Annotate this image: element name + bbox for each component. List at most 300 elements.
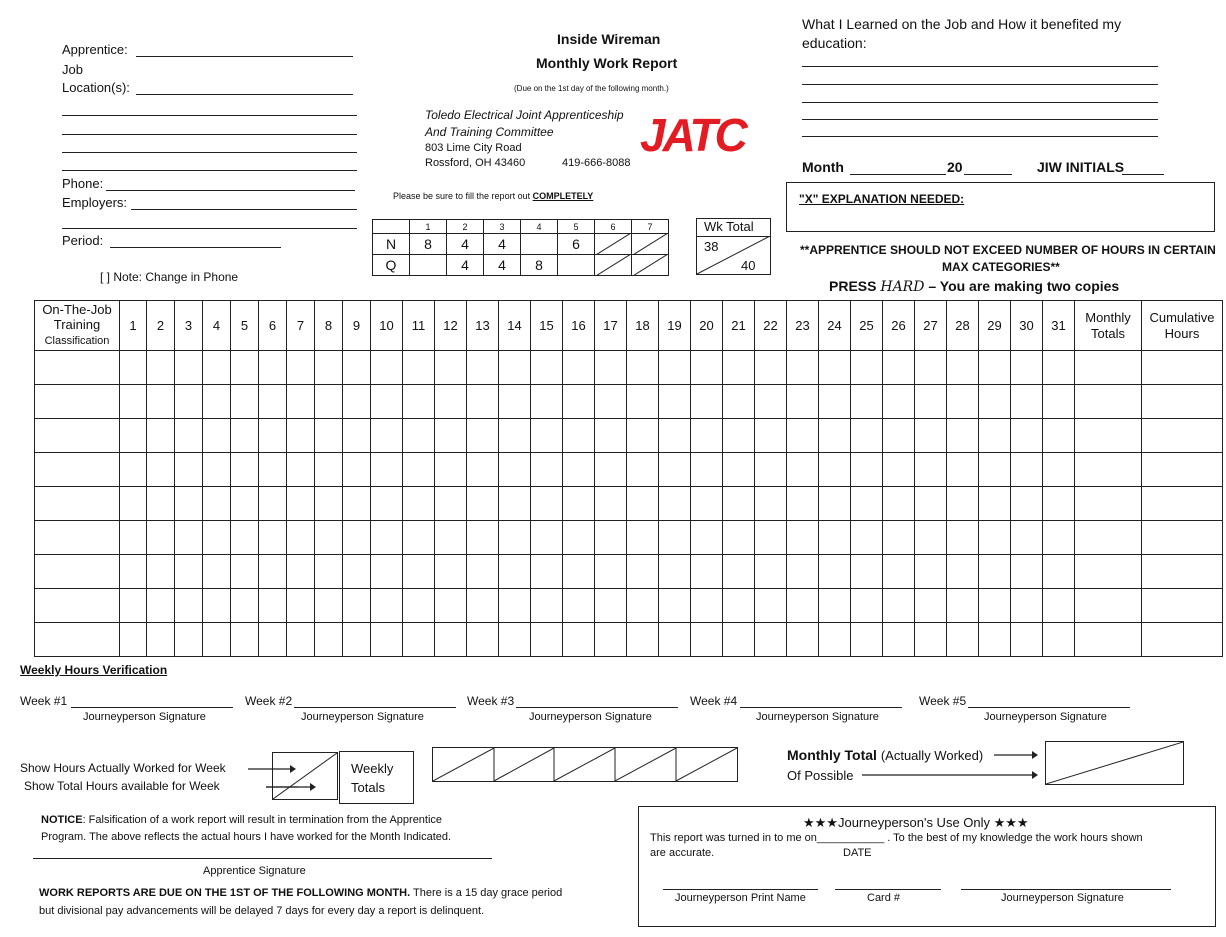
day-cell[interactable] xyxy=(787,487,819,521)
day-cell[interactable] xyxy=(499,555,531,589)
day-cell[interactable] xyxy=(883,555,915,589)
day-cell[interactable] xyxy=(371,521,403,555)
day-cell[interactable] xyxy=(435,623,467,657)
monthly-total-cell[interactable] xyxy=(1075,351,1142,385)
day-cell[interactable] xyxy=(203,555,231,589)
day-cell[interactable] xyxy=(371,351,403,385)
day-cell[interactable] xyxy=(723,521,755,555)
day-cell[interactable] xyxy=(1011,555,1043,589)
week-5-signature[interactable] xyxy=(968,707,1130,708)
day-cell[interactable] xyxy=(659,385,691,419)
day-cell[interactable] xyxy=(915,589,947,623)
day-cell[interactable] xyxy=(755,521,787,555)
day-cell[interactable] xyxy=(175,453,203,487)
day-cell[interactable] xyxy=(175,521,203,555)
day-cell[interactable] xyxy=(1011,623,1043,657)
day-cell[interactable] xyxy=(315,555,343,589)
location-line-2[interactable] xyxy=(62,115,357,116)
day-cell[interactable] xyxy=(659,453,691,487)
day-cell[interactable] xyxy=(723,623,755,657)
monthly-total-box[interactable] xyxy=(1045,741,1184,785)
day-cell[interactable] xyxy=(979,453,1011,487)
day-cell[interactable] xyxy=(315,419,343,453)
day-cell[interactable] xyxy=(371,487,403,521)
day-cell[interactable] xyxy=(819,487,851,521)
day-cell[interactable] xyxy=(627,589,659,623)
day-cell[interactable] xyxy=(851,487,883,521)
day-cell[interactable] xyxy=(371,589,403,623)
day-cell[interactable] xyxy=(147,521,175,555)
cumulative-cell[interactable] xyxy=(1142,521,1223,555)
day-cell[interactable] xyxy=(231,385,259,419)
day-cell[interactable] xyxy=(499,487,531,521)
day-cell[interactable] xyxy=(755,589,787,623)
day-cell[interactable] xyxy=(467,351,499,385)
day-cell[interactable] xyxy=(1011,589,1043,623)
day-cell[interactable] xyxy=(787,623,819,657)
day-cell[interactable] xyxy=(175,385,203,419)
day-cell[interactable] xyxy=(343,351,371,385)
day-cell[interactable] xyxy=(499,351,531,385)
day-cell[interactable] xyxy=(723,487,755,521)
week-4-signature[interactable] xyxy=(740,707,902,708)
day-cell[interactable] xyxy=(787,589,819,623)
day-cell[interactable] xyxy=(851,419,883,453)
day-cell[interactable] xyxy=(175,555,203,589)
day-cell[interactable] xyxy=(259,555,287,589)
day-cell[interactable] xyxy=(979,351,1011,385)
day-cell[interactable] xyxy=(723,385,755,419)
day-cell[interactable] xyxy=(403,419,435,453)
day-cell[interactable] xyxy=(287,351,315,385)
day-cell[interactable] xyxy=(315,487,343,521)
day-cell[interactable] xyxy=(883,521,915,555)
day-cell[interactable] xyxy=(563,521,595,555)
day-cell[interactable] xyxy=(851,453,883,487)
day-cell[interactable] xyxy=(343,453,371,487)
day-cell[interactable] xyxy=(595,521,627,555)
day-cell[interactable] xyxy=(1011,351,1043,385)
day-cell[interactable] xyxy=(595,385,627,419)
day-cell[interactable] xyxy=(947,419,979,453)
jiw-initials-field[interactable] xyxy=(1122,174,1164,175)
day-cell[interactable] xyxy=(175,589,203,623)
day-cell[interactable] xyxy=(755,351,787,385)
day-cell[interactable] xyxy=(467,521,499,555)
day-cell[interactable] xyxy=(259,385,287,419)
day-cell[interactable] xyxy=(691,385,723,419)
day-cell[interactable] xyxy=(819,385,851,419)
day-cell[interactable] xyxy=(120,351,147,385)
day-cell[interactable] xyxy=(1043,487,1075,521)
day-cell[interactable] xyxy=(883,385,915,419)
day-cell[interactable] xyxy=(147,555,175,589)
day-cell[interactable] xyxy=(343,419,371,453)
classification-cell[interactable] xyxy=(35,623,120,657)
monthly-total-cell[interactable] xyxy=(1075,487,1142,521)
location-line-4[interactable] xyxy=(62,152,357,153)
day-cell[interactable] xyxy=(120,521,147,555)
day-cell[interactable] xyxy=(915,453,947,487)
day-cell[interactable] xyxy=(595,487,627,521)
day-cell[interactable] xyxy=(203,487,231,521)
day-cell[interactable] xyxy=(691,623,723,657)
day-cell[interactable] xyxy=(851,589,883,623)
day-cell[interactable] xyxy=(883,589,915,623)
day-cell[interactable] xyxy=(467,385,499,419)
day-cell[interactable] xyxy=(979,521,1011,555)
day-cell[interactable] xyxy=(691,419,723,453)
day-cell[interactable] xyxy=(231,555,259,589)
day-cell[interactable] xyxy=(947,351,979,385)
location-field[interactable] xyxy=(136,94,353,95)
day-cell[interactable] xyxy=(595,555,627,589)
day-cell[interactable] xyxy=(723,351,755,385)
day-cell[interactable] xyxy=(979,419,1011,453)
day-cell[interactable] xyxy=(231,487,259,521)
day-cell[interactable] xyxy=(595,419,627,453)
day-cell[interactable] xyxy=(231,351,259,385)
day-cell[interactable] xyxy=(915,385,947,419)
day-cell[interactable] xyxy=(147,419,175,453)
learned-line-d[interactable] xyxy=(802,119,1158,120)
day-cell[interactable] xyxy=(819,419,851,453)
day-cell[interactable] xyxy=(435,521,467,555)
day-cell[interactable] xyxy=(531,623,563,657)
location-line-3[interactable] xyxy=(62,134,357,135)
day-cell[interactable] xyxy=(659,521,691,555)
day-cell[interactable] xyxy=(979,487,1011,521)
day-cell[interactable] xyxy=(1043,555,1075,589)
day-cell[interactable] xyxy=(203,419,231,453)
apprentice-field[interactable] xyxy=(136,56,353,57)
day-cell[interactable] xyxy=(343,555,371,589)
day-cell[interactable] xyxy=(659,351,691,385)
day-cell[interactable] xyxy=(231,623,259,657)
day-cell[interactable] xyxy=(403,487,435,521)
learned-line-a[interactable] xyxy=(802,66,1158,67)
learned-line-b[interactable] xyxy=(802,84,1158,85)
day-cell[interactable] xyxy=(723,453,755,487)
day-cell[interactable] xyxy=(403,453,435,487)
day-cell[interactable] xyxy=(819,589,851,623)
day-cell[interactable] xyxy=(819,521,851,555)
day-cell[interactable] xyxy=(371,385,403,419)
week-1-signature[interactable] xyxy=(71,707,233,708)
day-cell[interactable] xyxy=(755,419,787,453)
day-cell[interactable] xyxy=(120,555,147,589)
day-cell[interactable] xyxy=(627,385,659,419)
day-cell[interactable] xyxy=(259,453,287,487)
day-cell[interactable] xyxy=(883,623,915,657)
day-cell[interactable] xyxy=(851,555,883,589)
day-cell[interactable] xyxy=(1011,521,1043,555)
day-cell[interactable] xyxy=(403,385,435,419)
day-cell[interactable] xyxy=(787,419,819,453)
day-cell[interactable] xyxy=(315,623,343,657)
day-cell[interactable] xyxy=(343,521,371,555)
day-cell[interactable] xyxy=(531,385,563,419)
classification-cell[interactable] xyxy=(35,351,120,385)
period-field[interactable] xyxy=(110,247,281,248)
day-cell[interactable] xyxy=(120,453,147,487)
day-cell[interactable] xyxy=(287,453,315,487)
day-cell[interactable] xyxy=(435,351,467,385)
day-cell[interactable] xyxy=(435,555,467,589)
day-cell[interactable] xyxy=(175,351,203,385)
monthly-total-cell[interactable] xyxy=(1075,385,1142,419)
day-cell[interactable] xyxy=(371,453,403,487)
day-cell[interactable] xyxy=(595,623,627,657)
day-cell[interactable] xyxy=(315,453,343,487)
jp-signature-line[interactable] xyxy=(961,889,1171,890)
day-cell[interactable] xyxy=(947,521,979,555)
cumulative-cell[interactable] xyxy=(1142,555,1223,589)
day-cell[interactable] xyxy=(915,351,947,385)
day-cell[interactable] xyxy=(883,453,915,487)
day-cell[interactable] xyxy=(563,623,595,657)
employers-field[interactable] xyxy=(131,209,357,210)
day-cell[interactable] xyxy=(259,521,287,555)
classification-cell[interactable] xyxy=(35,385,120,419)
day-cell[interactable] xyxy=(659,487,691,521)
day-cell[interactable] xyxy=(787,555,819,589)
day-cell[interactable] xyxy=(563,351,595,385)
classification-cell[interactable] xyxy=(35,555,120,589)
day-cell[interactable] xyxy=(435,453,467,487)
day-cell[interactable] xyxy=(627,521,659,555)
cumulative-cell[interactable] xyxy=(1142,453,1223,487)
day-cell[interactable] xyxy=(1043,351,1075,385)
monthly-total-cell[interactable] xyxy=(1075,623,1142,657)
day-cell[interactable] xyxy=(315,521,343,555)
day-cell[interactable] xyxy=(531,487,563,521)
day-cell[interactable] xyxy=(147,589,175,623)
jp-card-line[interactable] xyxy=(835,889,941,890)
cumulative-cell[interactable] xyxy=(1142,487,1223,521)
day-cell[interactable] xyxy=(467,419,499,453)
day-cell[interactable] xyxy=(467,623,499,657)
day-cell[interactable] xyxy=(563,589,595,623)
day-cell[interactable] xyxy=(563,419,595,453)
day-cell[interactable] xyxy=(231,453,259,487)
learned-line-c[interactable] xyxy=(802,102,1158,103)
day-cell[interactable] xyxy=(915,623,947,657)
day-cell[interactable] xyxy=(287,589,315,623)
day-cell[interactable] xyxy=(403,623,435,657)
classification-cell[interactable] xyxy=(35,453,120,487)
day-cell[interactable] xyxy=(435,419,467,453)
day-cell[interactable] xyxy=(147,487,175,521)
day-cell[interactable] xyxy=(947,453,979,487)
day-cell[interactable] xyxy=(691,487,723,521)
day-cell[interactable] xyxy=(435,487,467,521)
day-cell[interactable] xyxy=(531,351,563,385)
cumulative-cell[interactable] xyxy=(1142,351,1223,385)
day-cell[interactable] xyxy=(1011,385,1043,419)
day-cell[interactable] xyxy=(231,589,259,623)
day-cell[interactable] xyxy=(691,555,723,589)
day-cell[interactable] xyxy=(499,589,531,623)
day-cell[interactable] xyxy=(147,351,175,385)
year-field[interactable] xyxy=(964,174,1012,175)
day-cell[interactable] xyxy=(595,351,627,385)
day-cell[interactable] xyxy=(499,521,531,555)
day-cell[interactable] xyxy=(259,351,287,385)
day-cell[interactable] xyxy=(287,521,315,555)
day-cell[interactable] xyxy=(883,487,915,521)
day-cell[interactable] xyxy=(659,555,691,589)
day-cell[interactable] xyxy=(883,351,915,385)
day-cell[interactable] xyxy=(1011,419,1043,453)
day-cell[interactable] xyxy=(787,351,819,385)
day-cell[interactable] xyxy=(595,589,627,623)
day-cell[interactable] xyxy=(563,385,595,419)
day-cell[interactable] xyxy=(563,487,595,521)
day-cell[interactable] xyxy=(915,419,947,453)
day-cell[interactable] xyxy=(287,419,315,453)
day-cell[interactable] xyxy=(947,555,979,589)
day-cell[interactable] xyxy=(203,623,231,657)
day-cell[interactable] xyxy=(787,385,819,419)
day-cell[interactable] xyxy=(755,385,787,419)
monthly-total-cell[interactable] xyxy=(1075,419,1142,453)
day-cell[interactable] xyxy=(627,555,659,589)
day-cell[interactable] xyxy=(691,351,723,385)
day-cell[interactable] xyxy=(531,453,563,487)
day-cell[interactable] xyxy=(819,351,851,385)
day-cell[interactable] xyxy=(915,555,947,589)
cumulative-cell[interactable] xyxy=(1142,419,1223,453)
day-cell[interactable] xyxy=(1043,623,1075,657)
classification-cell[interactable] xyxy=(35,419,120,453)
day-cell[interactable] xyxy=(343,385,371,419)
day-cell[interactable] xyxy=(175,623,203,657)
change-phone-note[interactable]: [ ] Note: Change in Phone xyxy=(100,270,239,284)
day-cell[interactable] xyxy=(659,589,691,623)
day-cell[interactable] xyxy=(1011,453,1043,487)
monthly-total-cell[interactable] xyxy=(1075,453,1142,487)
day-cell[interactable] xyxy=(915,521,947,555)
day-cell[interactable] xyxy=(979,555,1011,589)
day-cell[interactable] xyxy=(120,385,147,419)
week-3-signature[interactable] xyxy=(516,707,678,708)
day-cell[interactable] xyxy=(915,487,947,521)
day-cell[interactable] xyxy=(755,623,787,657)
day-cell[interactable] xyxy=(403,555,435,589)
day-cell[interactable] xyxy=(819,623,851,657)
day-cell[interactable] xyxy=(531,419,563,453)
day-cell[interactable] xyxy=(231,521,259,555)
day-cell[interactable] xyxy=(499,385,531,419)
day-cell[interactable] xyxy=(531,589,563,623)
day-cell[interactable] xyxy=(851,623,883,657)
day-cell[interactable] xyxy=(723,419,755,453)
day-cell[interactable] xyxy=(627,487,659,521)
day-cell[interactable] xyxy=(499,623,531,657)
day-cell[interactable] xyxy=(1011,487,1043,521)
day-cell[interactable] xyxy=(979,589,1011,623)
day-cell[interactable] xyxy=(563,555,595,589)
month-field[interactable] xyxy=(850,174,946,175)
day-cell[interactable] xyxy=(1043,453,1075,487)
day-cell[interactable] xyxy=(787,453,819,487)
learned-line-e[interactable] xyxy=(802,136,1158,137)
cumulative-cell[interactable] xyxy=(1142,385,1223,419)
x-explanation-box[interactable] xyxy=(786,182,1215,232)
day-cell[interactable] xyxy=(120,623,147,657)
day-cell[interactable] xyxy=(259,623,287,657)
day-cell[interactable] xyxy=(1043,521,1075,555)
day-cell[interactable] xyxy=(819,453,851,487)
day-cell[interactable] xyxy=(467,453,499,487)
day-cell[interactable] xyxy=(259,589,287,623)
monthly-total-cell[interactable] xyxy=(1075,555,1142,589)
day-cell[interactable] xyxy=(531,555,563,589)
day-cell[interactable] xyxy=(203,385,231,419)
day-cell[interactable] xyxy=(435,589,467,623)
day-cell[interactable] xyxy=(947,623,979,657)
day-cell[interactable] xyxy=(627,453,659,487)
day-cell[interactable] xyxy=(343,589,371,623)
employers-line-2[interactable] xyxy=(62,228,357,229)
day-cell[interactable] xyxy=(315,351,343,385)
day-cell[interactable] xyxy=(947,487,979,521)
day-cell[interactable] xyxy=(120,589,147,623)
day-cell[interactable] xyxy=(120,419,147,453)
classification-cell[interactable] xyxy=(35,521,120,555)
day-cell[interactable] xyxy=(147,385,175,419)
day-cell[interactable] xyxy=(147,623,175,657)
location-line-5[interactable] xyxy=(62,170,357,171)
day-cell[interactable] xyxy=(259,419,287,453)
day-cell[interactable] xyxy=(147,453,175,487)
day-cell[interactable] xyxy=(231,419,259,453)
day-cell[interactable] xyxy=(203,351,231,385)
day-cell[interactable] xyxy=(259,487,287,521)
day-cell[interactable] xyxy=(403,351,435,385)
phone-field[interactable] xyxy=(106,190,355,191)
day-cell[interactable] xyxy=(287,623,315,657)
day-cell[interactable] xyxy=(287,555,315,589)
day-cell[interactable] xyxy=(851,521,883,555)
cumulative-cell[interactable] xyxy=(1142,623,1223,657)
apprentice-signature-line[interactable] xyxy=(33,858,492,859)
day-cell[interactable] xyxy=(175,487,203,521)
day-cell[interactable] xyxy=(203,589,231,623)
day-cell[interactable] xyxy=(1043,419,1075,453)
day-cell[interactable] xyxy=(343,487,371,521)
day-cell[interactable] xyxy=(467,487,499,521)
day-cell[interactable] xyxy=(947,589,979,623)
day-cell[interactable] xyxy=(403,521,435,555)
day-cell[interactable] xyxy=(499,419,531,453)
monthly-total-cell[interactable] xyxy=(1075,589,1142,623)
day-cell[interactable] xyxy=(1043,385,1075,419)
day-cell[interactable] xyxy=(755,555,787,589)
day-cell[interactable] xyxy=(343,623,371,657)
day-cell[interactable] xyxy=(315,589,343,623)
day-cell[interactable] xyxy=(467,555,499,589)
day-cell[interactable] xyxy=(435,385,467,419)
day-cell[interactable] xyxy=(467,589,499,623)
day-cell[interactable] xyxy=(627,623,659,657)
day-cell[interactable] xyxy=(723,589,755,623)
day-cell[interactable] xyxy=(755,453,787,487)
day-cell[interactable] xyxy=(531,521,563,555)
day-cell[interactable] xyxy=(175,419,203,453)
day-cell[interactable] xyxy=(203,453,231,487)
